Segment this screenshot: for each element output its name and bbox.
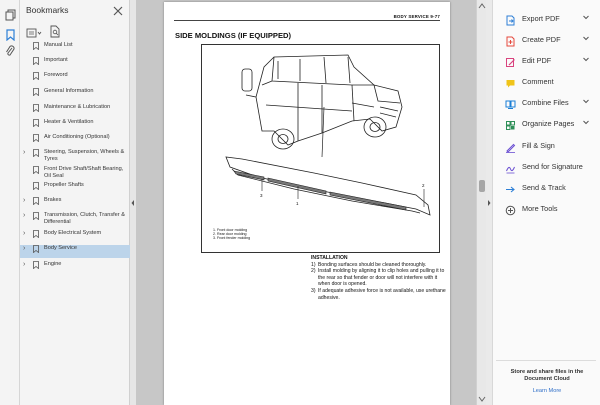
chevron-down-icon[interactable] [582,55,590,63]
expand-chevron-icon[interactable]: › [23,245,26,252]
tool-label: Comment [522,77,554,86]
tool-label: More Tools [522,204,558,213]
callout-2: 2 [422,183,425,188]
bookmark-item[interactable] [20,42,130,51]
bookmarks-header [20,0,130,22]
bookmark-label: General Information [44,88,94,94]
bookmark-label: Brakes [44,197,62,203]
tool-label: Send for Signature [522,162,583,171]
bookmark-label: Heater & Ventilation [44,119,94,125]
bookmark-icon [33,149,39,157]
expand-chevron-icon[interactable]: › [23,149,26,156]
bookmark-label: Body Service [44,245,77,251]
bookmark-label: Engine [44,261,62,267]
installation-step: 1) Bonding surfaces should be cleaned thoroughly. [311,261,427,268]
tool-export-pdf[interactable] [493,10,600,28]
bookmark-label: Manual List [44,42,73,48]
running-head: BODY SERVICE 9-77 [393,14,440,19]
bookmarks-toolbar [20,24,130,40]
bookmark-icon [33,119,39,127]
bookmark-item[interactable] [20,166,130,181]
divider [496,360,596,361]
tool-label: Edit PDF [522,56,552,65]
more-tools-icon [505,203,516,214]
bookmark-icon [33,42,39,50]
legend-item: 2. Rear door molding [213,232,247,237]
bookmark-item[interactable] [20,57,130,66]
bookmark-icon [33,72,39,80]
bookmark-icon [33,245,39,253]
bookmark-item[interactable] [20,182,130,191]
bookmark-label: Foreword [44,72,68,78]
chevron-down-icon[interactable] [582,13,590,21]
bookmark-item[interactable] [20,72,130,81]
expand-chevron-icon[interactable]: › [23,230,26,237]
bookmark-icon [33,88,39,96]
scroll-thumb[interactable] [479,180,485,192]
bookmark-label: Maintenance & Lubrication [44,104,111,110]
combine-files-icon [505,97,516,108]
organize-pages-icon [505,118,516,129]
bookmark-item[interactable] [20,261,130,270]
callout-1: 1 [296,201,299,206]
legend-item: 1. Front door molding [213,228,248,232]
bookmark-item[interactable] [20,119,130,128]
bookmark-icon [33,212,39,220]
callout-3: 3 [260,193,263,198]
bookmark-label: Air Conditioning (Optional) [44,134,110,140]
create-pdf-icon [505,34,516,45]
chevron-down-icon[interactable] [582,34,590,42]
chevron-down-icon[interactable] [582,118,590,126]
bookmark-label: Front Drive Shaft/Shaft Bearing, Oil Seal [44,166,124,179]
bookmark-icon [33,57,39,65]
bookmarks-title: Bookmarks [26,5,69,15]
attachments-icon[interactable] [3,44,17,58]
tool-more-tools[interactable] [493,200,600,218]
bookmark-label: Steering, Suspension, Wheels & Tyres [44,149,125,162]
tool-label: Create PDF [522,35,561,44]
send-track-icon [505,182,516,193]
pdf-page [164,2,450,405]
tool-organize-pages[interactable] [493,115,600,133]
page-title: SIDE MOLDINGS (IF EQUIPPED) [175,31,292,40]
bookmark-icon [33,197,39,205]
chevron-down-icon[interactable] [582,97,590,105]
bookmark-options-button[interactable] [26,26,42,38]
bookmark-icon [33,134,39,142]
fill-sign-icon [505,140,516,151]
bookmark-item[interactable] [20,197,130,206]
bookmark-icon [33,182,39,190]
bookmark-label: Important [44,57,68,63]
send-signature-icon [505,161,516,172]
tool-label: Fill & Sign [522,141,555,150]
left-tool-rail [0,0,20,405]
bookmark-label: Transmission, Clutch, Transfer & Differential [44,212,125,225]
bookmark-item[interactable] [20,104,130,113]
tool-combine-files[interactable] [493,94,600,112]
tool-send-signature[interactable] [493,158,600,176]
bookmark-item[interactable] [20,230,130,239]
document-viewport[interactable] [136,0,476,405]
installation-section [311,255,447,301]
tool-label: Send & Track [522,183,566,192]
close-icon[interactable] [112,4,124,16]
bookmarks-panel-icon[interactable] [3,28,17,42]
expand-chevron-icon[interactable]: › [23,212,26,219]
bookmark-icon [33,261,39,269]
bookmark-icon [33,230,39,238]
find-bookmark-icon[interactable] [50,25,61,38]
installation-step: 3) If adequate adhesive force is not available, use urethane adhesive. [311,287,446,301]
export-pdf-icon [505,13,516,24]
bookmark-item[interactable] [20,88,130,97]
expand-chevron-icon[interactable]: › [23,197,26,204]
legend-item: 3. Front fender molding [213,236,251,241]
installation-heading: INSTALLATION [311,255,348,261]
vertical-scrollbar[interactable] [476,0,486,405]
header-rule [174,20,440,21]
tool-send-track[interactable] [493,179,600,197]
installation-step: 2) Install molding by aligning it to clip holes and pulling it to the rear so that fender or door will not interfere with it when door is opened. [311,268,445,288]
comment-icon [505,76,516,87]
document-cloud-promo: Store and share files in the Document Cloud [510,369,584,382]
tool-label: Combine Files [522,98,569,107]
moldings-figure [201,44,440,253]
tools-pane [492,0,600,405]
tool-fill-sign[interactable] [493,137,600,155]
bookmark-item[interactable] [20,212,130,227]
tool-comment[interactable] [493,73,600,91]
bookmark-item[interactable] [20,245,130,258]
bookmark-item[interactable] [20,149,130,164]
bookmark-icon [33,104,39,112]
bookmark-label: Propeller Shafts [44,182,84,188]
tool-label: Organize Pages [522,119,575,128]
tool-edit-pdf[interactable] [493,52,600,70]
bookmark-icon [33,166,39,174]
tool-create-pdf[interactable] [493,31,600,49]
tool-label: Export PDF [522,14,560,23]
expand-chevron-icon[interactable]: › [23,261,26,268]
page-thumbnails-icon[interactable] [3,8,17,22]
bookmark-item[interactable] [20,134,130,143]
bookmark-label: Body Electrical System [44,230,102,236]
learn-more-link[interactable]: Learn More [532,388,562,394]
edit-pdf-icon [505,55,516,66]
bookmarks-panel [20,0,130,405]
figure-legend [213,228,250,241]
suv-molding-illustration [202,45,441,254]
